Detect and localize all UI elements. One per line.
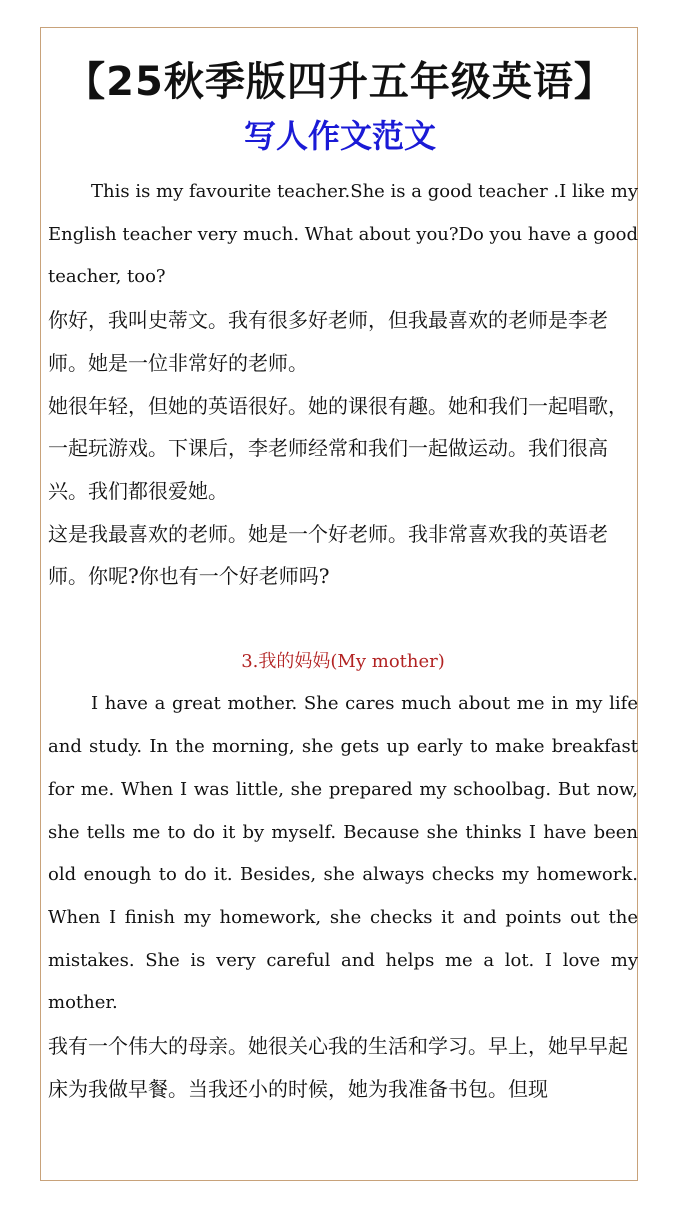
section-spacer: [48, 598, 638, 641]
section-heading: 3.我的妈妈(My mother): [241, 650, 445, 672]
page-title: 【25秋季版四升五年级英语】: [65, 59, 615, 105]
teacher-essay-chinese-paragraph: 你好，我叫史蒂文。我有很多好老师，但我最喜欢的老师是李老师。她是一位非常好的老师。: [48, 308, 608, 375]
document-body: [48, 171, 638, 1110]
mother-essay-english: I have a great mother. She cares much about me in my life and study. In the morning, she gets up early to make breakfast for me. When I was little, she prepared my schoolbag. But now, she tells me to do it by myself. Because she thinks I have been old enough to do it. Besides, she always checks my homework. When I finish my homework, she checks it and points out the mistakes. She is very careful and helps me a lot. I love my mother.: [48, 693, 638, 1014]
mother-essay-chinese: 我有一个伟大的母亲。她很关心我的生活和学习。早上，她早早起床为我做早餐。当我还小的时候，她为我准备书包。但现: [48, 1034, 628, 1101]
teacher-essay-chinese-paragraph: 她很年轻，但她的英语很好。她的课很有趣。她和我们一起唱歌，一起玩游戏。下课后，李老师经常和我们一起做运动。我们很高兴。我们都很爱她。: [48, 393, 628, 503]
teacher-essay-chinese-paragraph: 这是我最喜欢的老师。她是一个好老师。我非常喜欢我的英语老师。你呢?你也有一个好老师吗?: [48, 521, 608, 589]
page-subtitle: 写人作文范文: [243, 117, 436, 155]
teacher-essay-english: This is my favourite teacher.She is a good teacher .I like my English teacher very much. What about you?Do you have a good teacher, too?: [48, 181, 639, 288]
